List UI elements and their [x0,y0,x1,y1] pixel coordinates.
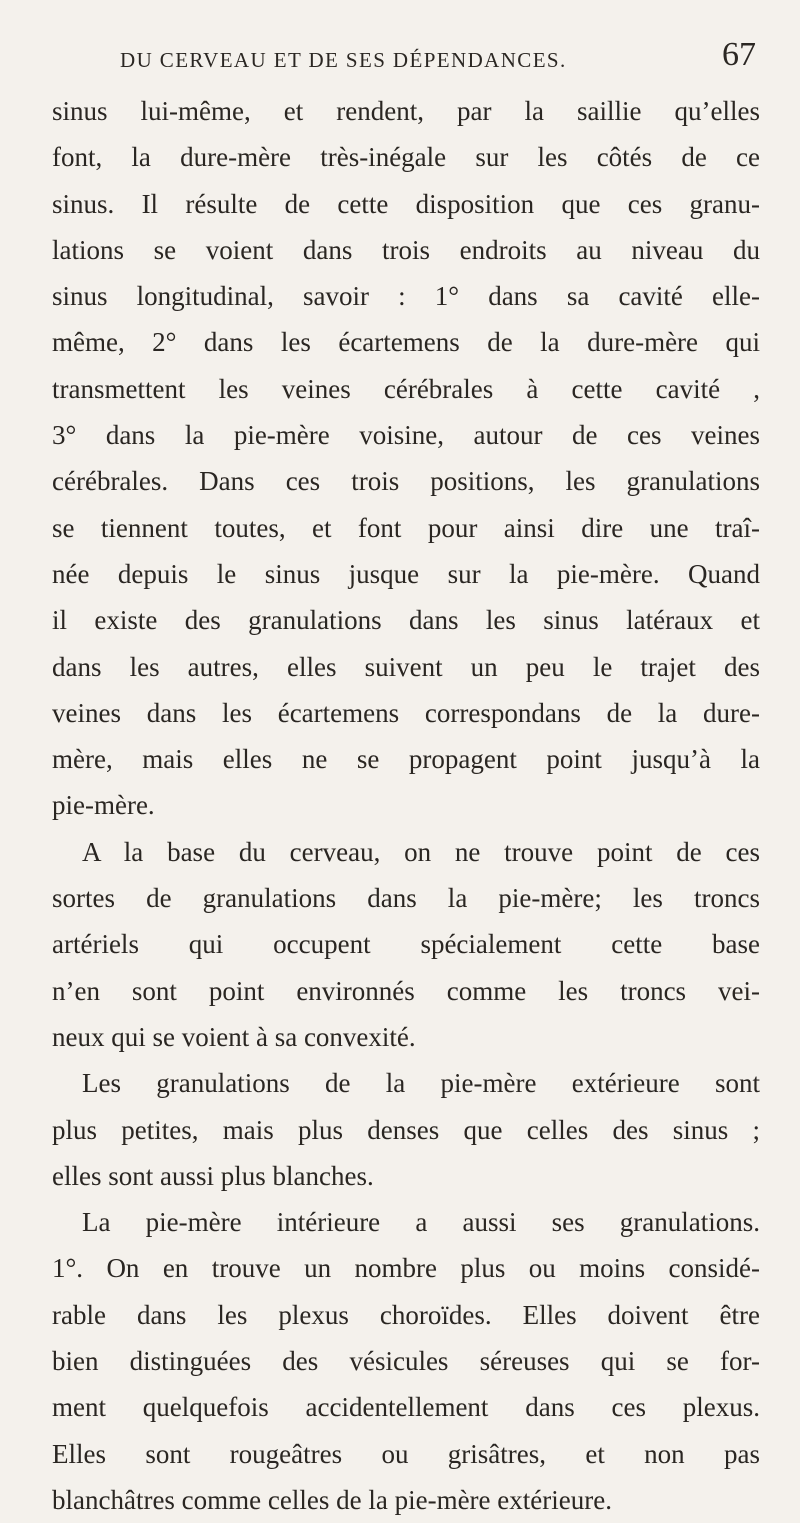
text-line: Elles sont rougeâtres ou grisâtres, et non pas [52,1438,760,1469]
text-line: A la base du cerveau, on ne trouve point de ces [82,836,760,867]
text-line: dans les autres, elles suivent un peu le trajet des [52,651,760,682]
text-line: plus petites, mais plus denses que celles des sinus ; [52,1114,760,1145]
text-line: rable dans les plexus choroïdes. Elles doivent être [52,1299,760,1330]
text-line: sinus. Il résulte de cette disposition que ces granu- [52,188,760,219]
text-line: sinus lui-même, et rendent, par la saillie qu’elles [52,96,760,126]
text-line: se tiennent toutes, et font pour ainsi dire une traî- [52,512,760,543]
text-line: ment quelquefois accidentellement dans ces plexus. [52,1392,760,1423]
text-line: transmettent les veines cérébrales à cette cavité , [52,373,760,404]
text-line: neux qui se voient à sa convexité. [52,1021,416,1052]
page-number: 67 [722,36,756,73]
text-line: il existe des granulations dans les sinus latéraux et [52,605,760,636]
text-line: 1°. On en trouve un nombre plus ou moins considé- [52,1253,760,1284]
text-line: sinus longitudinal, savoir : 1° dans sa cavité elle- [52,281,760,312]
body-text [52,88,760,1523]
text-line: elles sont aussi plus blanches. [52,1160,374,1191]
text-line: La pie-mère intérieure a aussi ses granulations. [82,1207,760,1238]
text-line: née depuis le sinus jusque sur la pie-mère. Quand [52,558,760,589]
text-line: bien distinguées des vésicules séreuses qui se for- [52,1346,760,1377]
text-line: Les granulations de la pie-mère extérieure sont [82,1068,760,1099]
text-line: blanchâtres comme celles de la pie-mère extérieure. [52,1484,612,1515]
text-line: n’en sont point environnés comme les troncs vei- [52,975,760,1006]
text-line: même, 2° dans les écartemens de la dure-mère qui [52,327,760,358]
running-head [52,36,756,86]
text-line: lations se voient dans trois endroits au niveau du [52,234,760,265]
text-line: artériels qui occupent spécialement cette base [52,929,760,960]
text-line: sortes de granulations dans la pie-mère; les troncs [52,883,760,914]
text-line: mère, mais elles ne se propagent point jusqu’à la [52,744,760,775]
text-line: 3° dans la pie-mère voisine, autour de ces veines [52,420,760,451]
text-line: veines dans les écartemens correspondans de la dure- [52,697,760,728]
running-title: DU CERVEAU ET DE SES DÉPENDANCES. [120,48,567,72]
text-line: pie-mère. [52,790,155,821]
text-line: font, la dure-mère très-inégale sur les côtés de ce [52,142,760,173]
text-line: cérébrales. Dans ces trois positions, les granulations [52,466,760,497]
